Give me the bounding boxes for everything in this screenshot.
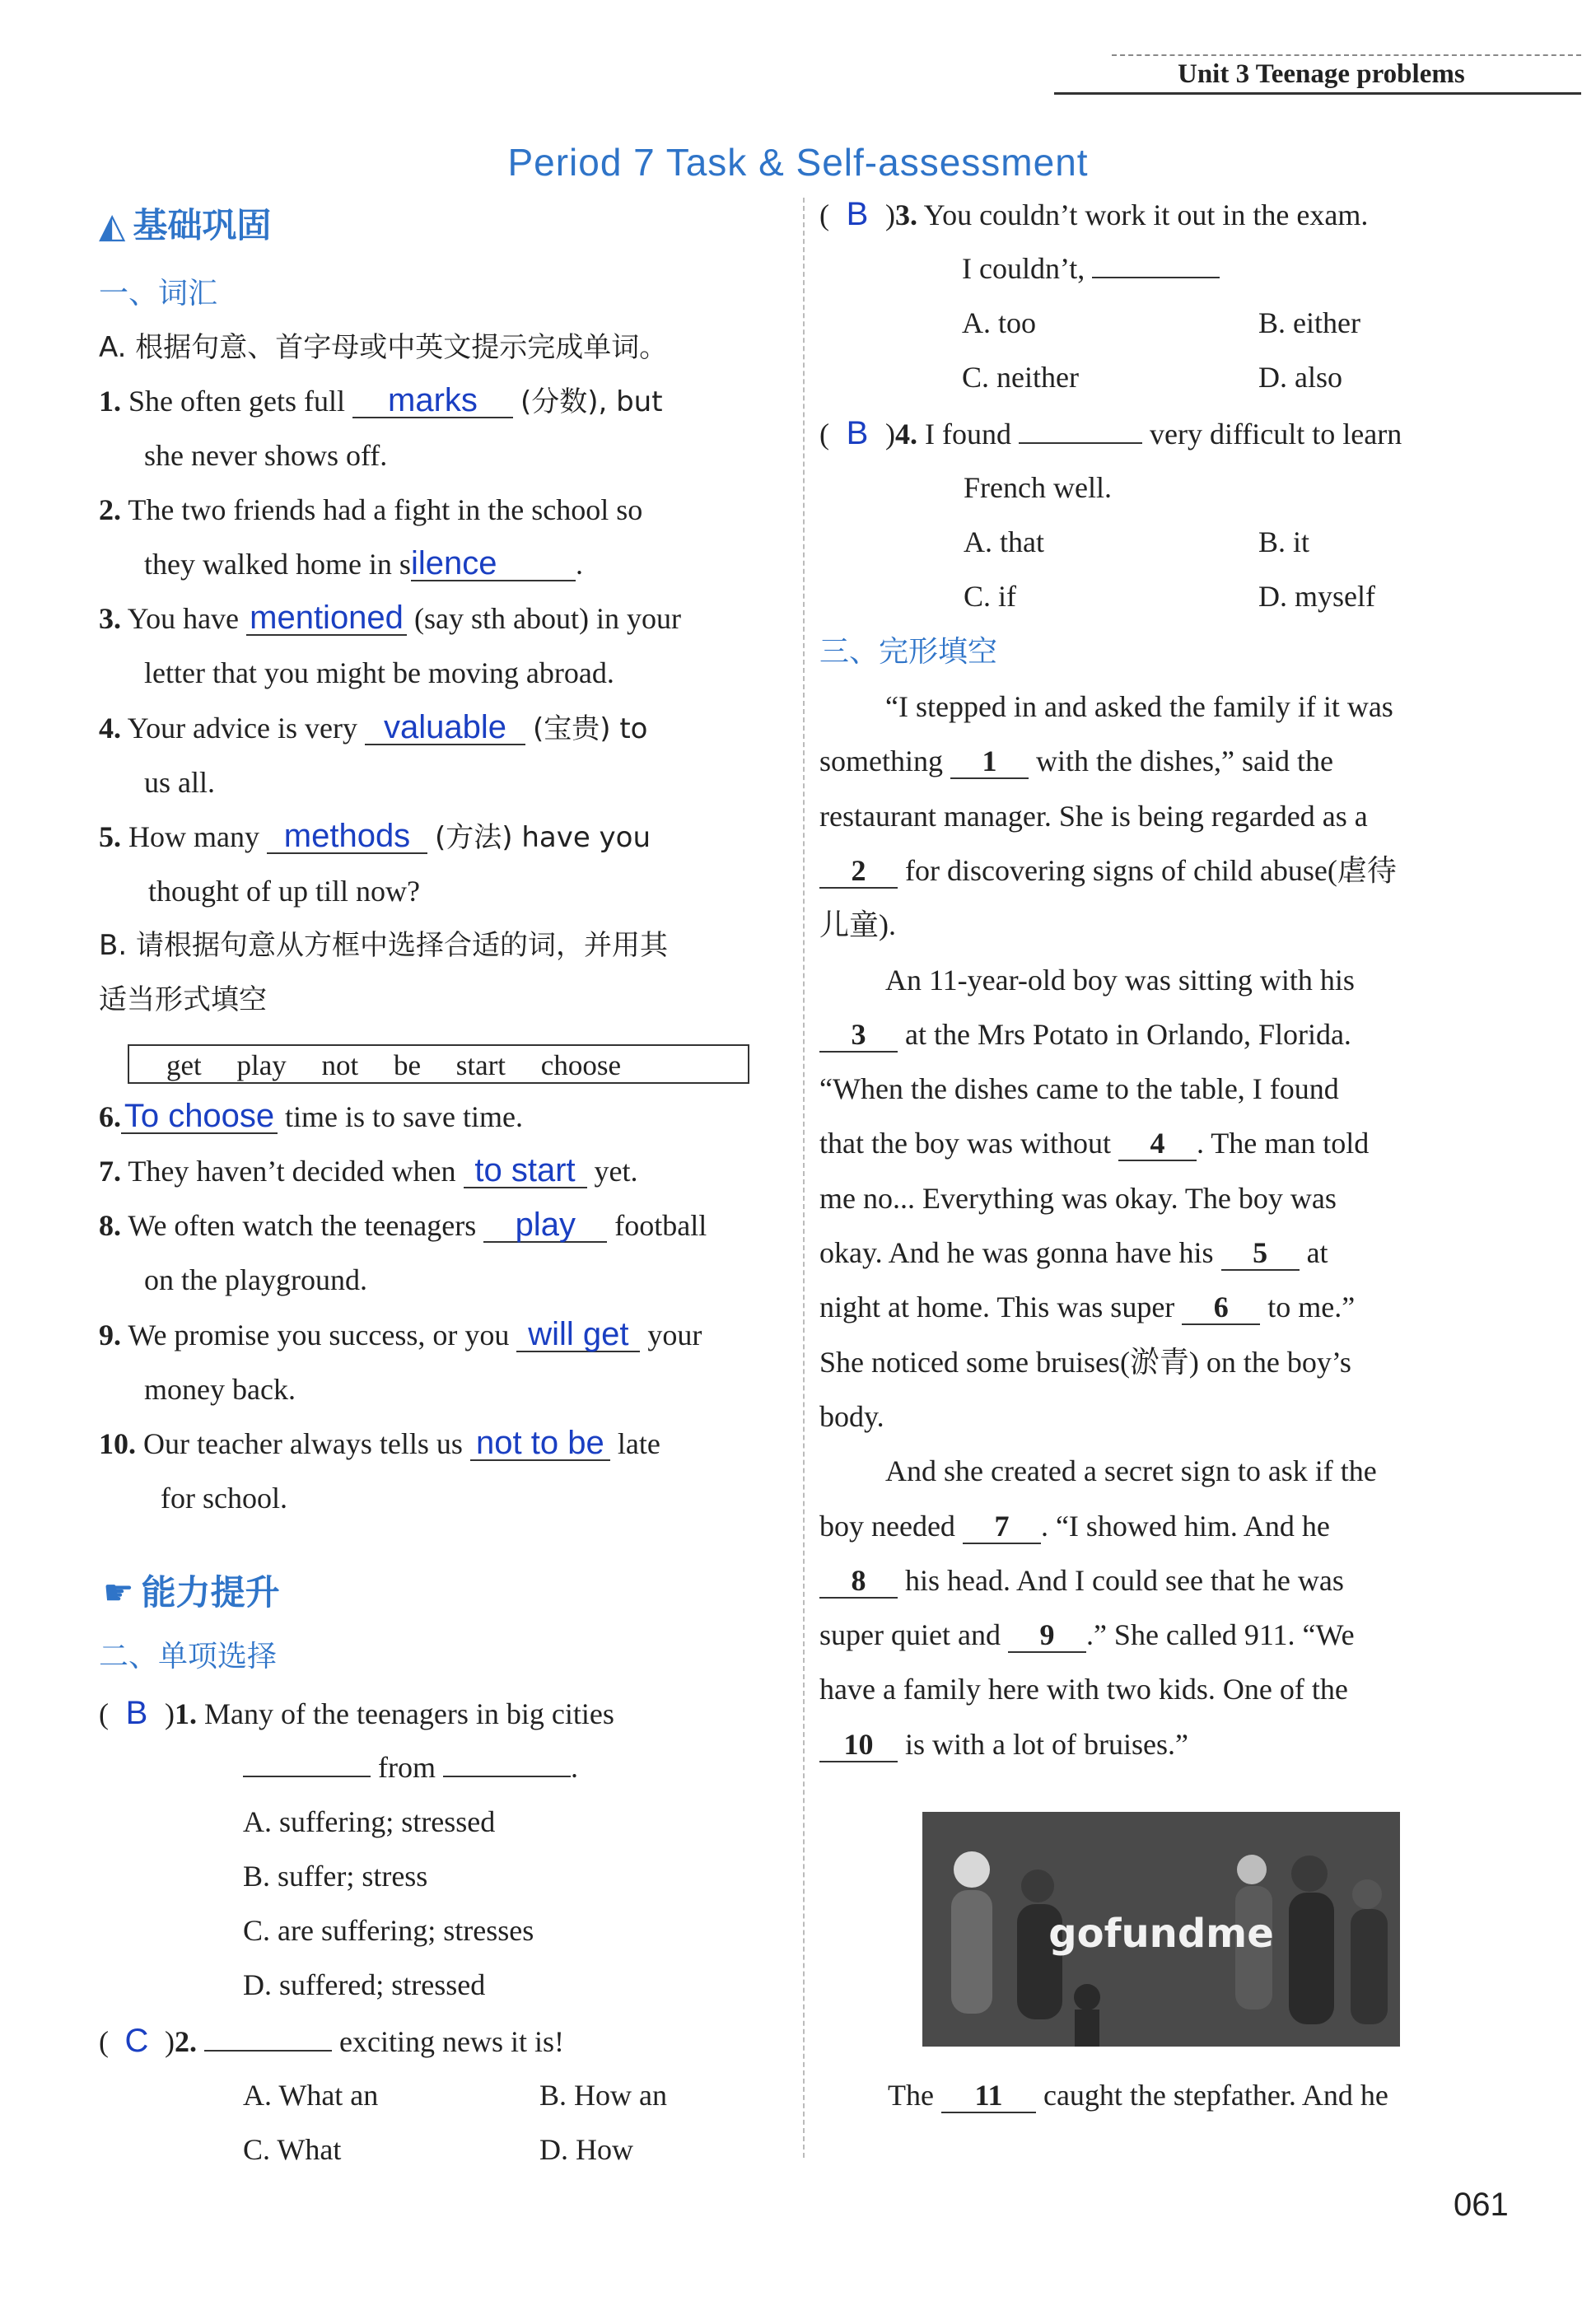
blank [443, 1776, 571, 1777]
vocab-item-4-cont: us all. [144, 766, 215, 799]
item-text: The two friends had a fight in the school so [128, 493, 643, 526]
word-box: get play not be start choose [128, 1044, 749, 1084]
paren-open: ( [99, 2025, 109, 2058]
column-divider [803, 198, 805, 2158]
cloze-line [819, 1125, 1369, 1161]
vocab-item-3 [99, 600, 681, 637]
mc-q3-option-a: A. too [962, 306, 1036, 339]
paren-open: ( [819, 418, 829, 450]
cloze-line [819, 798, 1368, 834]
item-number: 3. [99, 602, 121, 635]
paren-close: ) [885, 198, 895, 231]
cloze-line [888, 2077, 1388, 2113]
vocab-item-8 [99, 1207, 707, 1244]
cloze-blank: 3 [819, 1018, 898, 1053]
mc-q1-option-d: D. suffered; stressed [243, 1968, 486, 2001]
answer-blank: to start [464, 1154, 587, 1188]
vocab-item-9-cont: money back. [144, 1373, 296, 1406]
item-number: 5. [99, 820, 121, 853]
mc-q4-line2: French well. [964, 471, 1112, 504]
answer-blank: marks [352, 384, 513, 418]
vocab-item-8-cont: on the playground. [144, 1263, 367, 1296]
question-text: exciting news it is! [339, 2025, 564, 2058]
item-text-after: yet. [594, 1155, 638, 1188]
cloze-blank: 7 [963, 1510, 1041, 1544]
cloze-text: at [1299, 1236, 1328, 1269]
vocab-item-10-cont: for school. [161, 1482, 287, 1515]
basics-banner [99, 205, 272, 245]
answer-blank: To choose [121, 1099, 278, 1134]
mc-q2-option-d: D. How [539, 2133, 633, 2166]
mc-q3-line2 [962, 250, 1220, 287]
mc-q4 [819, 415, 1402, 452]
paren-open: ( [99, 1697, 109, 1730]
answer-blank: ilence [411, 547, 576, 581]
paren-close: ) [885, 418, 895, 450]
mc-q4-option-c: C. if [964, 580, 1017, 613]
cloze-text: “When the dishes came to the table, I found [819, 1072, 1339, 1105]
cloze-blank: 9 [1008, 1618, 1086, 1653]
vocab-heading: 一、词汇 [99, 277, 218, 310]
cloze-text: caught the stepfather. And he [1035, 2079, 1388, 2112]
item-text: She often gets full [128, 385, 352, 418]
cloze-line [819, 907, 896, 943]
unit-header: Unit 3 Teenage problems [1178, 59, 1465, 89]
item-text-after: time is to save time. [278, 1100, 523, 1133]
cloze-line [819, 1617, 1355, 1653]
cloze-blank: 2 [819, 854, 898, 889]
header-dash [1112, 54, 1581, 56]
blank [1092, 277, 1220, 278]
item-number: 7. [99, 1155, 121, 1188]
item-text: Your advice is very [127, 712, 365, 745]
cloze-text: to me.” [1260, 1291, 1356, 1323]
answer-blank: play [483, 1208, 607, 1243]
cloze-line [819, 1344, 1351, 1380]
vocab-item-1-cont: she never shows off. [144, 439, 388, 472]
mc-q1-option-b: B. suffer; stress [243, 1860, 428, 1893]
item-text-after: (say sth about) in your [414, 602, 681, 635]
mc-answer: B [846, 415, 869, 451]
header-rule [1054, 92, 1581, 95]
mc-q4-option-b: B. it [1258, 525, 1310, 558]
cloze-text: me no... Everything was okay. The boy was [819, 1182, 1337, 1215]
item-text-after: late [617, 1427, 660, 1460]
cloze-text: She noticed some bruises(淤青) on the boy’s [819, 1346, 1351, 1379]
cloze-line [819, 1398, 884, 1435]
cloze-line [885, 1453, 1377, 1489]
cloze-blank: 8 [819, 1564, 898, 1599]
answer-blank: will get [516, 1318, 640, 1352]
mc-q3-option-b: B. either [1258, 306, 1360, 339]
question-number: 2. [175, 2025, 197, 2058]
cloze-text: “I stepped in and asked the family if it was [885, 690, 1393, 723]
answer-blank: mentioned [246, 601, 407, 636]
vocab-item-2-cont [144, 546, 583, 582]
item-number: 2. [99, 493, 121, 526]
mc-answer: B [846, 196, 869, 232]
mc-q4-option-a: A. that [964, 525, 1044, 558]
cloze-text: okay. And he was gonna have his [819, 1236, 1221, 1269]
mc-q3 [819, 196, 1368, 233]
cloze-text: boy needed [819, 1510, 963, 1543]
cloze-text: restaurant manager. She is being regarded as a [819, 800, 1368, 833]
mc-q3-option-c: C. neither [962, 361, 1079, 394]
vocab-item-4 [99, 710, 647, 747]
ability-banner-label: 能力提升 [141, 1572, 280, 1613]
vocab-item-5-cont: thought of up till now? [148, 875, 420, 908]
cloze-text: for discovering signs of child abuse(虐待 [898, 854, 1397, 887]
page-number: 061 [1454, 2187, 1509, 2223]
item-text: they walked home in s [144, 548, 411, 581]
cloze-blank: 1 [950, 745, 1029, 779]
partA-instruction: A. 根据句意、首字母或中英文提示完成单词。 [99, 331, 668, 364]
paren-close: ) [165, 2025, 175, 2058]
cloze-text: is with a lot of bruises.” [898, 1728, 1188, 1761]
cloze-text: that the boy was without [819, 1127, 1118, 1160]
cloze-line [819, 1726, 1188, 1762]
vocab-item-1 [99, 383, 663, 420]
mc-q2 [99, 2023, 564, 2060]
mc-q1 [99, 1695, 614, 1732]
question-number: 1. [175, 1697, 197, 1730]
item-text: We often watch the teenagers [128, 1209, 484, 1242]
answer-blank: methods [267, 819, 427, 854]
question-number: 4. [895, 418, 917, 450]
cloze-text: And she created a secret sign to ask if the [885, 1454, 1377, 1487]
cloze-text: with the dishes,” said the [1029, 745, 1333, 777]
mc-answer: B [125, 1695, 148, 1731]
cloze-blank: 6 [1182, 1291, 1260, 1325]
ruler-icon: ◭ [99, 208, 126, 245]
item-number: 6. [99, 1100, 121, 1133]
question-text: You couldn’t work it out in the exam. [923, 198, 1369, 231]
item-text-after: football [614, 1209, 707, 1242]
vocab-item-9 [99, 1317, 702, 1353]
item-number: 4. [99, 712, 121, 745]
question-text: from [378, 1751, 436, 1784]
answer-blank: valuable [365, 711, 525, 745]
question-number: 3. [895, 198, 917, 231]
blank [1019, 442, 1142, 444]
cloze-line [819, 743, 1333, 779]
cloze-text: The [888, 2079, 941, 2112]
mc-answer: C [124, 2023, 149, 2059]
vocab-item-2 [99, 492, 642, 528]
basics-banner-label: 基础巩固 [133, 205, 272, 245]
mc-heading: 二、单项选择 [99, 1640, 278, 1673]
vocab-item-10 [99, 1426, 660, 1462]
paren-close: ) [165, 1697, 175, 1730]
cloze-text: at the Mrs Potato in Orlando, Florida. [898, 1018, 1351, 1051]
vocab-item-6 [99, 1099, 523, 1135]
question-text: I found [925, 418, 1019, 450]
vocab-item-5 [99, 819, 651, 856]
cloze-blank: 10 [819, 1728, 898, 1762]
cloze-line [885, 962, 1355, 998]
cloze-text: his head. And I could see that he was [898, 1564, 1344, 1597]
cloze-line [819, 1180, 1337, 1216]
cloze-line [819, 1508, 1330, 1544]
partB-instruction-2: 适当形式填空 [99, 983, 267, 1016]
cloze-text: body. [819, 1400, 884, 1433]
cloze-line [819, 852, 1397, 889]
question-text: I couldn’t, [962, 252, 1085, 285]
item-number: 1. [99, 385, 121, 418]
cloze-line [819, 1289, 1355, 1325]
item-text-after: your [647, 1319, 702, 1351]
item-text: You have [127, 602, 247, 635]
item-number: 9. [99, 1319, 121, 1351]
paren-open: ( [819, 198, 829, 231]
blank [204, 2050, 332, 2052]
mc-q1-option-c: C. are suffering; stresses [243, 1914, 534, 1947]
mc-q1-line2: from . [243, 1749, 578, 1786]
mc-q1-option-a: A. suffering; stressed [243, 1805, 496, 1838]
item-text-after: (宝贵) to [532, 712, 648, 745]
cloze-blank: 11 [941, 2079, 1036, 2113]
cloze-blank: 4 [1118, 1127, 1197, 1161]
vocab-item-7 [99, 1153, 638, 1189]
cloze-text: 儿童). [819, 908, 896, 941]
ability-banner [103, 1572, 280, 1613]
cloze-photo [922, 1812, 1400, 2047]
cloze-text: have a family here with two kids. One of the [819, 1673, 1348, 1706]
mc-q2-option-c: C. What [243, 2133, 342, 2166]
cloze-text: super quiet and [819, 1618, 1008, 1651]
item-text: How many [128, 820, 267, 853]
cloze-text: .” She called 911. “We [1085, 1618, 1355, 1651]
cloze-line [819, 1235, 1328, 1271]
cloze-text: . The man told [1196, 1127, 1370, 1160]
vocab-item-3-cont: letter that you might be moving abroad. [144, 656, 614, 689]
cloze-text: something [819, 745, 950, 777]
photo-brand-text: gofundme [1048, 1911, 1274, 1957]
item-text-after: (分数), but [520, 385, 663, 418]
cloze-text: . “I showed him. And he [1040, 1510, 1330, 1543]
cloze-line [819, 1562, 1344, 1599]
item-text-after: . [575, 548, 583, 581]
cloze-text: night at home. This was super [819, 1291, 1183, 1323]
item-text: Our teacher always tells us [143, 1427, 470, 1460]
partB-instruction-1: B. 请根据句意从方框中选择合适的词，并用其 [99, 929, 668, 962]
cloze-text: An 11-year-old boy was sitting with his [885, 964, 1355, 997]
cloze-line [819, 1016, 1351, 1053]
cloze-heading: 三、完形填空 [819, 635, 998, 669]
blank [243, 1776, 371, 1777]
cloze-line [819, 1071, 1339, 1107]
cloze-blank: 5 [1221, 1236, 1300, 1271]
cloze-line [885, 689, 1393, 725]
item-text: They haven’t decided when [128, 1155, 464, 1188]
page-title: Period 7 Task & Self-assessment [507, 141, 1089, 184]
item-number: 8. [99, 1209, 121, 1242]
hand-icon: ☛ [103, 1575, 134, 1613]
item-number: 10. [99, 1427, 136, 1460]
item-text-after: (方法) have you [434, 821, 651, 854]
item-text: We promise you success, or you [128, 1319, 517, 1351]
cloze-line [819, 1671, 1348, 1707]
mc-q2-option-a: A. What an [243, 2079, 379, 2112]
answer-blank: not to be [470, 1426, 610, 1461]
mc-q4-option-d: D. myself [1258, 580, 1375, 613]
question-text: Many of the teenagers in big cities [204, 1697, 614, 1730]
mc-q2-option-b: B. How an [539, 2079, 667, 2112]
mc-q3-option-d: D. also [1258, 361, 1342, 394]
question-text-after: very difficult to learn [1141, 418, 1402, 450]
